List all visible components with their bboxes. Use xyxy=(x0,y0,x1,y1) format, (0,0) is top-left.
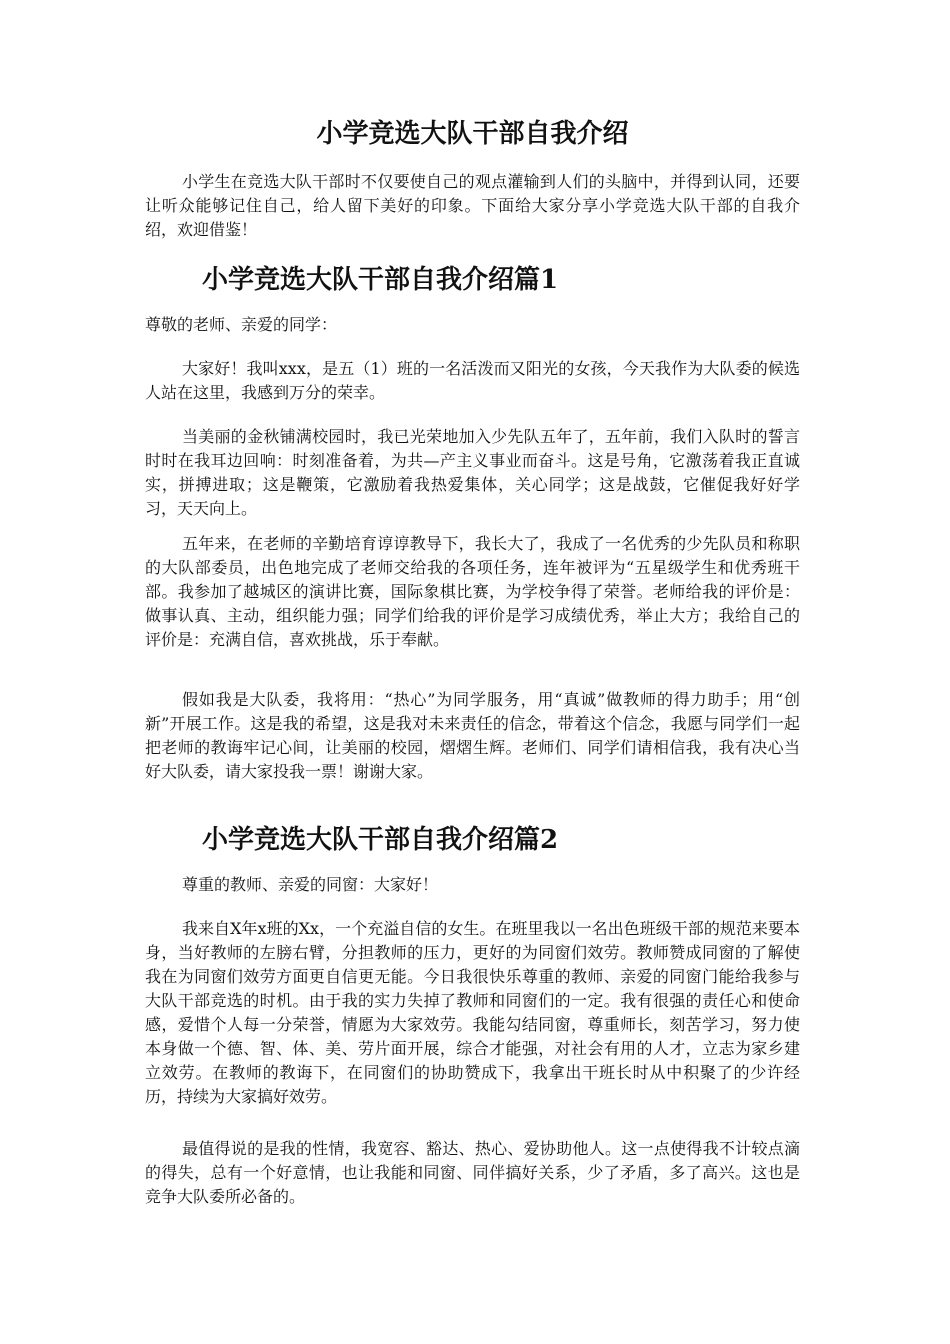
section-1-salutation: 尊敬的老师、亲爱的同学： xyxy=(145,315,338,334)
section-2-paragraph-1: 我来自X年x班的Xx，一个充溢自信的女生。在班里我以一名出色班级干部的规范来要本身，当好教师的左膀右臂，分担教师的压力，更好的为同窗们效劳。教师赞成同窗的了解使我在为同窗们效劳方面更自信更无能。今日我很快乐尊重的教师、亲爱的同窗门能给我参与大队干部竞选的时机。由于我的实力失掉了教师和同窗们的一定。我有很强的责任心和使命感，爱惜个人每一分荣誉，情愿为大家效劳。我能勾结同窗，尊重师长，刻苦学习，努力使本身做一个德、智、体、美、劳片面开展，综合才能强，对社会有用的人才，立志为家乡建立效劳。在教师的教诲下，在同窗们的协助赞成下，我拿出干班长时从中积聚了的少许经历，持续为大家搞好效劳。 xyxy=(145,919,800,1106)
section-1-paragraph-3: 五年来，在老师的辛勤培育谆谆教导下，我长大了，我成了一名优秀的少先队员和称职的大队部委员，出色地完成了老师交给我的各项任务，连年被评为“五星级学生和优秀班干部。我参加了越城区的演讲比赛，国际象棋比赛，为学校争得了荣誉。老师给我的评价是：做事认真、主动，组织能力强；同学们给我的评价是学习成绩优秀，举止大方；我给自己的评价是：充满自信，喜欢挑战，乐于奉献。 xyxy=(145,534,800,649)
section-2-paragraph-2: 最值得说的是我的性情，我宽容、豁达、热心、爱协助他人。这一点使得我不计较点滴的得失，总有一个好意情，也让我能和同窗、同伴搞好关系，少了矛盾，多了高兴。这也是竞争大队委所必备的。 xyxy=(145,1139,800,1206)
intro-paragraph: 小学生在竞选大队干部时不仅要使自己的观点灌输到人们的头脑中，并得到认同，还要让听众能够记住自己，给人留下美好的印象。下面给大家分享小学竞选大队干部的自我介绍，欢迎借鉴！ xyxy=(145,172,800,239)
section-2-salutation: 尊重的教师、亲爱的同窗：大家好！ xyxy=(182,875,439,894)
section-1-paragraph-1: 大家好！我叫xxx，是五（1）班的一名活泼而又阳光的女孩，今天我作为大队委的候选人站在这里，我感到万分的荣幸。 xyxy=(145,359,800,402)
section-2-heading: 小学竞选大队干部自我介绍篇2 xyxy=(202,825,559,855)
section-1-paragraph-4: 假如我是大队委，我将用：“热心”为同学服务，用“真诚”做教师的得力助手；用“创新”开展工作。这是我的希望，这是我对未来责任的信念，带着这个信念，我愿与同学们一起把老师的教诲牢记心间，让美丽的校园，熠熠生辉。老师们、同学们请相信我，我有决心当好大队委，请大家投我一票！谢谢大家。 xyxy=(145,690,800,781)
document-title: 小学竞选大队干部自我介绍 xyxy=(316,119,629,149)
section-1-heading: 小学竞选大队干部自我介绍篇1 xyxy=(202,265,559,295)
section-1-paragraph-2: 当美丽的金秋铺满校园时，我已光荣地加入少先队五年了，五年前，我们入队时的誓言时时在我耳边回响：时刻准备着，为共—产主义事业而奋斗。这是号角，它激荡着我正直诚实，拼搏进取；这是鞭策，它激励着我热爱集体，关心同学；这是战鼓，它催促我好好学习，天天向上。 xyxy=(145,427,800,518)
